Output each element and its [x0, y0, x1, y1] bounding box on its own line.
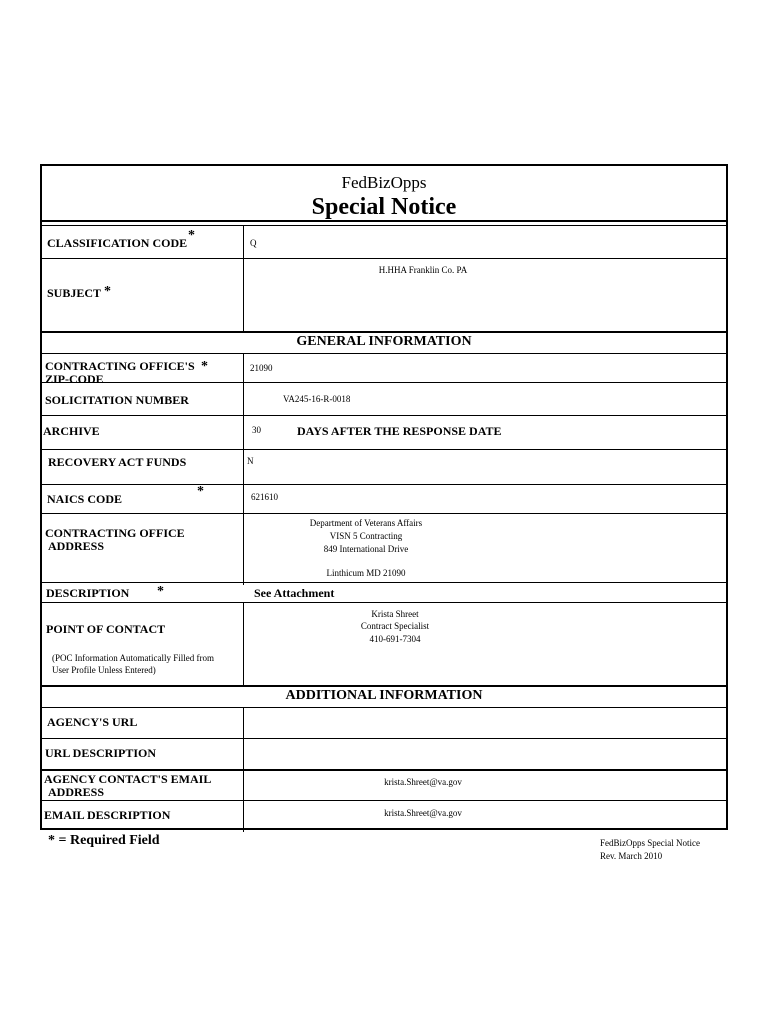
- site-name: FedBizOpps: [341, 173, 427, 192]
- office-address-label-line2: ADDRESS: [48, 539, 105, 553]
- row-divider: [42, 800, 726, 801]
- poc-line[interactable]: Krista Shreet: [371, 609, 419, 619]
- classification-code-value[interactable]: Q: [250, 238, 257, 248]
- subject-value[interactable]: H.HHA Franklin Co. PA: [378, 265, 468, 275]
- additional-information-heading: ADDITIONAL INFORMATION: [285, 688, 483, 703]
- description-value[interactable]: See Attachment: [254, 586, 335, 600]
- agency-contact-email-label-line2: ADDRESS: [48, 785, 105, 799]
- zip-code-value[interactable]: 21090: [250, 363, 273, 373]
- zip-code-label-line1: CONTRACTING OFFICE'S: [45, 359, 195, 373]
- row-divider: [42, 449, 726, 450]
- form-revision: Rev. March 2010: [600, 851, 663, 861]
- naics-code-value[interactable]: 621610: [251, 492, 278, 502]
- row-divider: [42, 582, 726, 583]
- subject-label: SUBJECT: [47, 286, 102, 300]
- row-divider: [42, 353, 726, 354]
- required-marker: *: [188, 228, 195, 243]
- description-label: DESCRIPTION: [46, 586, 130, 600]
- special-notice-form: [40, 164, 728, 830]
- office-address-label-line1: CONTRACTING OFFICE: [45, 526, 185, 540]
- archive-suffix: DAYS AFTER THE RESPONSE DATE: [297, 424, 502, 438]
- column-divider: [243, 225, 244, 332]
- row-divider: [42, 258, 726, 259]
- email-description-value[interactable]: krista.Shreet@va.gov: [384, 808, 462, 818]
- row-divider: [42, 769, 726, 771]
- required-field-legend: * = Required Field: [48, 833, 160, 848]
- classification-code-label: CLASSIFICATION CODE: [47, 236, 188, 250]
- poc-line[interactable]: Contract Specialist: [360, 621, 430, 631]
- row-divider: [42, 415, 726, 416]
- solicitation-number-label: SOLICITATION NUMBER: [45, 393, 189, 407]
- naics-code-label: NAICS CODE: [47, 492, 123, 506]
- office-address-line[interactable]: Linthicum MD 21090: [326, 568, 406, 578]
- row-divider: [42, 707, 726, 708]
- office-address-line[interactable]: VISN 5 Contracting: [329, 531, 403, 541]
- required-marker: *: [104, 284, 111, 299]
- agency-contact-email-value[interactable]: krista.Shreet@va.gov: [384, 777, 462, 787]
- row-divider: [42, 513, 726, 514]
- zip-code-label-line2: ZIP-CODE: [45, 372, 104, 386]
- row-divider: [42, 685, 726, 687]
- poc-note-line2: User Profile Unless Entered): [52, 665, 156, 675]
- recovery-act-funds-label: RECOVERY ACT FUNDS: [48, 455, 187, 469]
- header-divider: [42, 220, 726, 222]
- required-marker: *: [197, 484, 204, 499]
- point-of-contact-label: POINT OF CONTACT: [46, 622, 166, 636]
- agency-contact-email-label-line1: AGENCY CONTACT'S EMAIL: [44, 772, 212, 786]
- required-marker: *: [157, 584, 164, 599]
- row-divider: [42, 738, 726, 739]
- recovery-act-funds-value[interactable]: N: [247, 456, 254, 466]
- url-description-label: URL DESCRIPTION: [45, 746, 157, 760]
- office-address-line[interactable]: Department of Veterans Affairs: [309, 518, 423, 528]
- form-name: FedBizOpps Special Notice: [600, 838, 700, 848]
- required-marker: *: [201, 359, 208, 374]
- office-address-line[interactable]: 849 International Drive: [323, 544, 409, 554]
- page-title: Special Notice: [311, 194, 457, 220]
- header-divider-inner: [42, 225, 726, 226]
- agency-url-label: AGENCY'S URL: [47, 715, 138, 729]
- general-information-heading: GENERAL INFORMATION: [296, 334, 472, 349]
- email-description-label: EMAIL DESCRIPTION: [44, 808, 171, 822]
- archive-label: ARCHIVE: [43, 424, 100, 438]
- solicitation-number-value[interactable]: VA245-16-R-0018: [283, 394, 351, 404]
- poc-note-line1: (POC Information Automatically Filled from: [52, 653, 214, 663]
- row-divider: [42, 484, 726, 485]
- row-divider: [42, 382, 726, 383]
- row-divider: [42, 602, 726, 603]
- poc-line[interactable]: 410-691-7304: [369, 634, 421, 644]
- row-divider: [42, 331, 726, 333]
- archive-value[interactable]: 30: [252, 425, 261, 435]
